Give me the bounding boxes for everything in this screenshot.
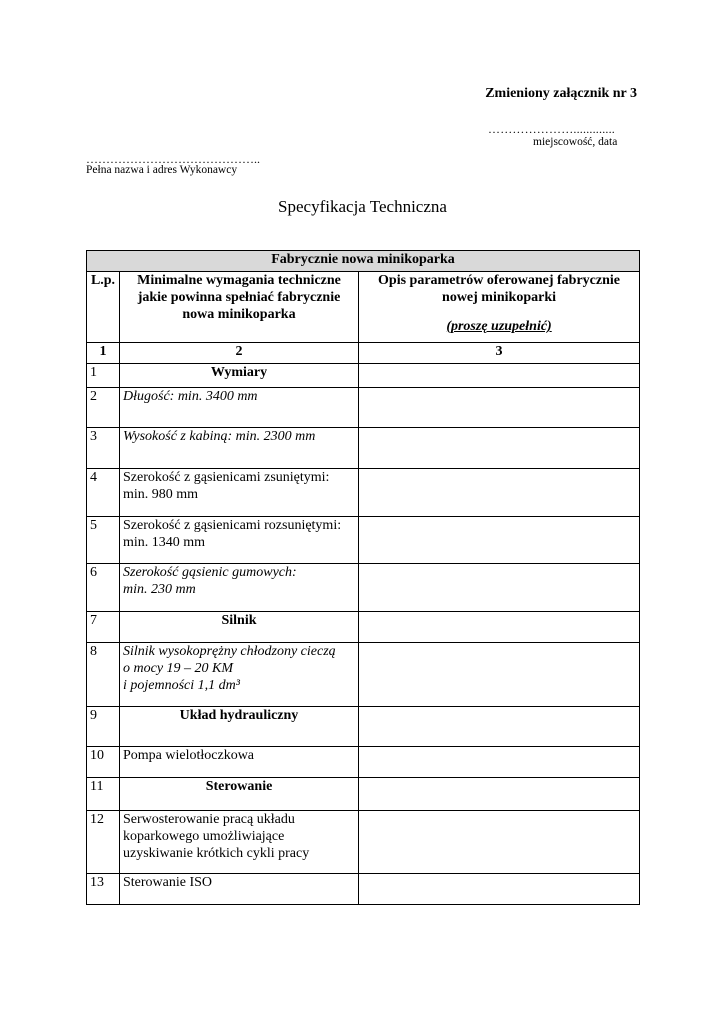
requirement-text: Długość: min. 3400 mm	[120, 388, 359, 428]
requirement-line: Szerokość gąsienic gumowych:	[123, 565, 297, 580]
header-offer-note: (proszę uzupełnić)	[446, 319, 552, 334]
column-number: 3	[359, 343, 640, 364]
section-heading: Sterowanie	[120, 778, 359, 811]
place-date-label: miejscowość, data	[533, 136, 618, 148]
offer-cell[interactable]	[359, 469, 640, 517]
row-number: 8	[87, 643, 120, 707]
section-heading: Silnik	[120, 612, 359, 643]
row-number: 10	[87, 747, 120, 778]
offer-cell[interactable]	[359, 564, 640, 612]
row-number: 11	[87, 778, 120, 811]
requirement-text: Wysokość z kabiną: min. 2300 mm	[120, 428, 359, 469]
header-lp: L.p.	[87, 272, 120, 343]
row-number: 13	[87, 874, 120, 905]
offer-cell[interactable]	[359, 517, 640, 564]
offer-cell[interactable]	[359, 778, 640, 811]
row-number: 4	[87, 469, 120, 517]
page-title: Specyfikacja Techniczna	[278, 197, 447, 216]
table-caption-row	[87, 251, 640, 272]
table-row	[87, 643, 640, 707]
header-requirements: Minimalne wymagania techniczne jakie powinna spełniać fabrycznie nowa minikoparka	[120, 272, 359, 343]
offer-cell[interactable]	[359, 364, 640, 388]
table-row	[87, 811, 640, 874]
requirement-line: o mocy 19 – 20 KM	[123, 661, 234, 676]
row-number: 6	[87, 564, 120, 612]
section-heading: Układ hydrauliczny	[120, 707, 359, 747]
table-row	[87, 874, 640, 905]
row-number: 1	[87, 364, 120, 388]
offer-cell[interactable]	[359, 388, 640, 428]
column-number-row	[87, 343, 640, 364]
row-number: 12	[87, 811, 120, 874]
section-heading: Wymiary	[120, 364, 359, 388]
offer-cell[interactable]	[359, 612, 640, 643]
table-row	[87, 364, 640, 388]
requirement-text: Szerokość z gąsienicami rozsuniętymi: min. 1340 mm	[120, 517, 359, 564]
table-row	[87, 778, 640, 811]
header-offer-label: Opis parametrów oferowanej fabrycznie nowej minikoparki	[378, 273, 620, 305]
requirement-text: Serwosterowanie pracą układu koparkowego umożliwiające uzyskiwanie krótkich cykli pracy	[120, 811, 359, 874]
column-number: 2	[120, 343, 359, 364]
offer-cell[interactable]	[359, 747, 640, 778]
row-number: 2	[87, 388, 120, 428]
table-row	[87, 388, 640, 428]
requirement-text: Szerokość z gąsienicami zsuniętymi: min. 980 mm	[120, 469, 359, 517]
table-row	[87, 612, 640, 643]
table-row	[87, 469, 640, 517]
table-row	[87, 564, 640, 612]
row-number: 3	[87, 428, 120, 469]
row-number: 5	[87, 517, 120, 564]
table-row	[87, 428, 640, 469]
table-row	[87, 747, 640, 778]
requirement-text	[120, 643, 359, 707]
contractor-field[interactable]: ……………………………………..	[86, 152, 260, 166]
offer-cell[interactable]	[359, 707, 640, 747]
requirement-line: i pojemności 1,1 dm³	[123, 678, 240, 693]
requirement-line: Silnik wysokoprężny chłodzony cieczą	[123, 644, 336, 659]
requirement-text: Pompa wielotłoczkowa	[120, 747, 359, 778]
offer-cell[interactable]	[359, 428, 640, 469]
annex-title: Zmieniony załącznik nr 3	[485, 86, 637, 101]
header-offer	[359, 272, 640, 343]
offer-cell[interactable]	[359, 874, 640, 905]
row-number: 9	[87, 707, 120, 747]
table-caption: Fabrycznie nowa minikoparka	[87, 251, 640, 272]
requirement-line: min. 230 mm	[123, 582, 196, 597]
specification-table	[86, 250, 640, 905]
requirement-text: Sterowanie ISO	[120, 874, 359, 905]
place-date-field[interactable]: ………………….............	[488, 122, 615, 136]
column-number: 1	[87, 343, 120, 364]
offer-cell[interactable]	[359, 643, 640, 707]
table-header-row	[87, 272, 640, 343]
row-number: 7	[87, 612, 120, 643]
table-row	[87, 707, 640, 747]
offer-cell[interactable]	[359, 811, 640, 874]
table-row	[87, 517, 640, 564]
contractor-label: Pełna nazwa i adres Wykonawcy	[86, 164, 238, 176]
requirement-text	[120, 564, 359, 612]
